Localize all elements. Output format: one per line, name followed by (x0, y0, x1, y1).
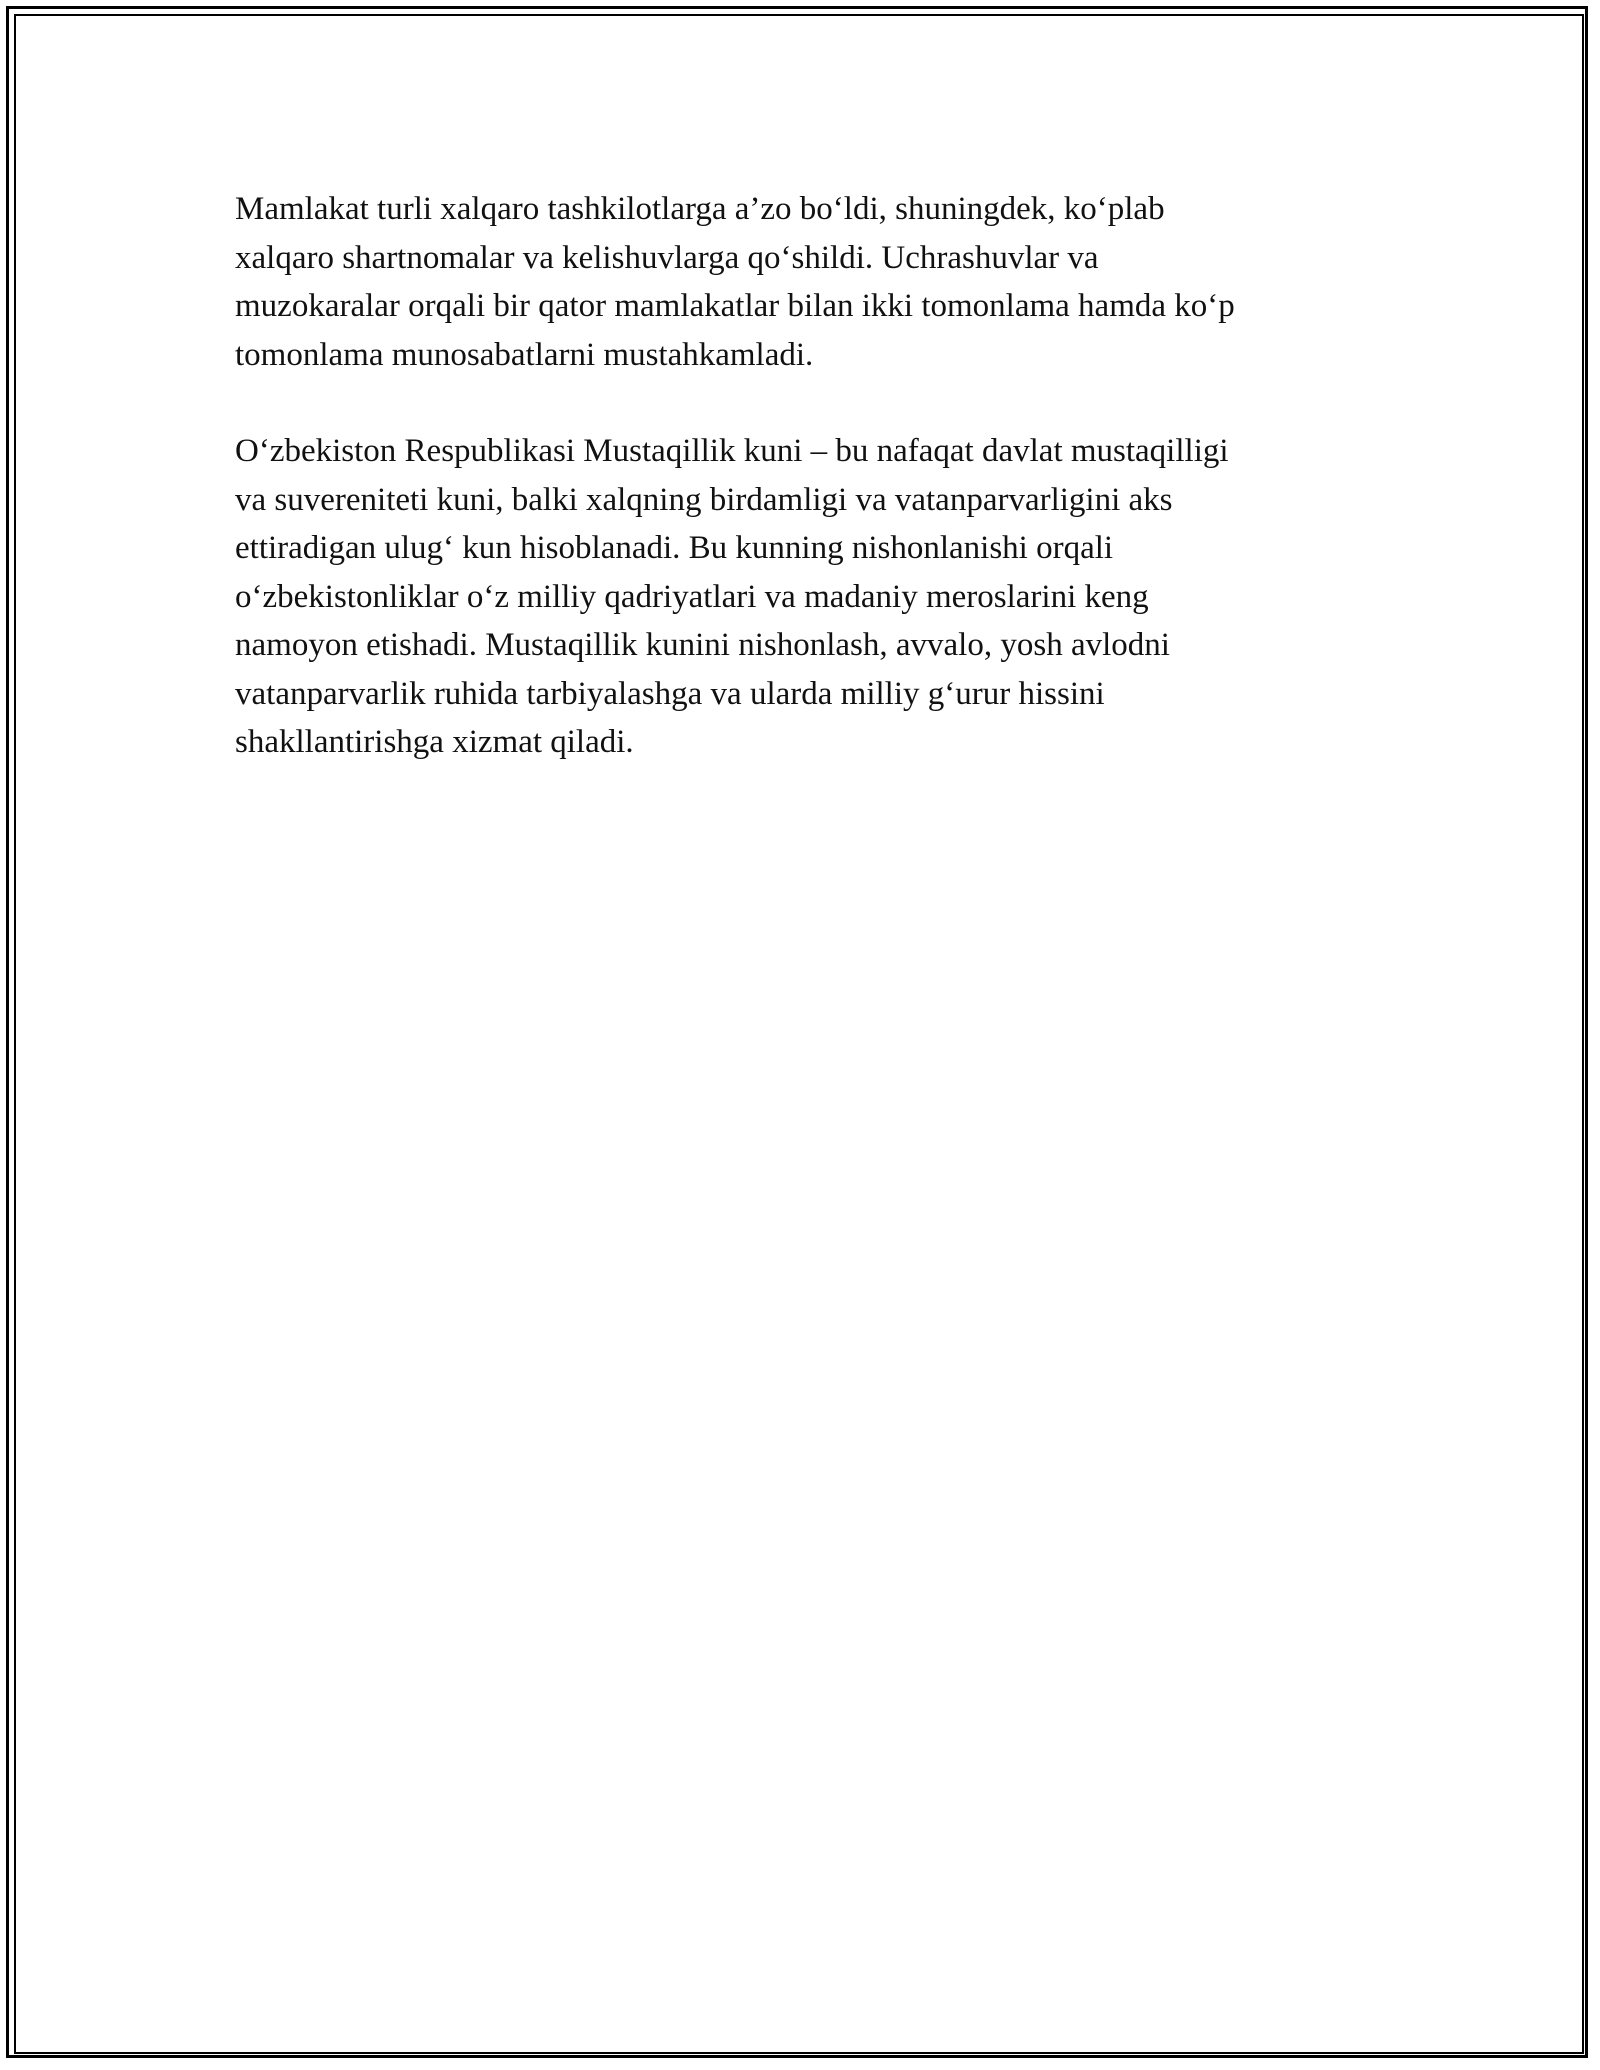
text-line: tomonlama munosabatlarni mustahkamladi. (235, 336, 814, 373)
text-line: namoyon etishadi. Mustaqillik kunini nishonlash, avvalo, yosh avlodni (235, 627, 1170, 663)
text-line: ettiradigan ulug‘ kun hisoblanadi. Bu kunning nishonlanishi orqali (235, 530, 1114, 566)
text-line: o‘zbekistonliklar o‘z milliy qadriyatlari va madaniy meroslarini keng (235, 578, 1149, 615)
text-line: vatanparvarlik ruhida tarbiyalashga va ularda milliy g‘urur hissini (235, 675, 1105, 712)
text-line: O‘zbekiston Respublikasi Mustaqillik kuni – bu nafaqat davlat mustaqilligi (235, 433, 1229, 469)
text-line: va suvereniteti kuni, balki xalqning birdamligi va vatanparvarligini aks (235, 481, 1173, 518)
text-line: Mamlakat turli xalqaro tashkilotlarga a’zo bo‘ldi, shuningdek, ko‘plab (235, 191, 1165, 227)
text-line: xalqaro shartnomalar va kelishuvlarga qo‘shildi. Uchrashuvlar va (235, 239, 1099, 276)
paragraph-1 (235, 185, 1355, 379)
text-line: muzokaralar orqali bir qator mamlakatlar bilan ikki tomonlama hamda ko‘p (235, 288, 1235, 324)
document-body (235, 185, 1355, 815)
paragraph-2 (235, 427, 1355, 767)
text-line: shakllantirishga xizmat qiladi. (235, 724, 634, 760)
